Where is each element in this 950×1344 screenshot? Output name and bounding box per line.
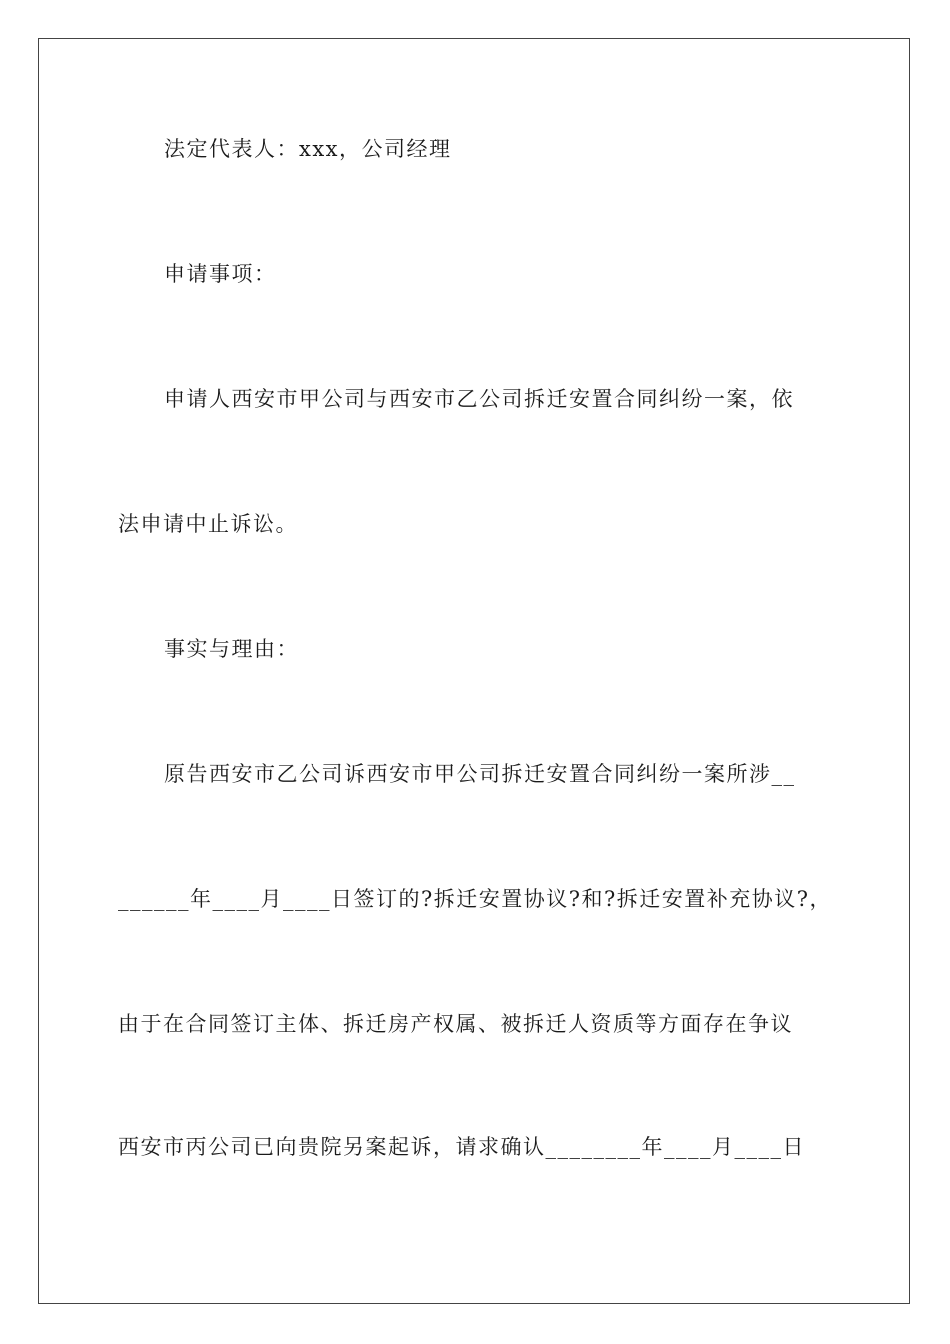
application-paragraph-line-1: 申请人西安市甲公司与西安市乙公司拆迁安置合同纠纷一案，依 [164, 387, 794, 411]
facts-paragraph-line-3: 由于在合同签订主体、拆迁房产权属、被拆迁人资质等方面存在争议 [118, 1012, 793, 1036]
application-paragraph-line-2: 法申请中止诉讼。 [118, 512, 298, 536]
facts-paragraph-line-1: 原告西安市乙公司诉西安市甲公司拆迁安置合同纠纷一案所涉__ [164, 762, 796, 786]
page-border [38, 38, 910, 1304]
facts-paragraph-line-4: 西安市丙公司已向贵院另案起诉，请求确认________年____月____日 [118, 1135, 805, 1159]
facts-paragraph-line-2: ______年____月____日签订的?拆迁安置协议?和?拆迁安置补充协议?， [118, 887, 833, 911]
legal-representative-line: 法定代表人：xxx，公司经理 [164, 137, 452, 161]
facts-and-reasons-heading: 事实与理由： [164, 637, 299, 661]
application-items-heading: 申请事项： [164, 262, 277, 286]
